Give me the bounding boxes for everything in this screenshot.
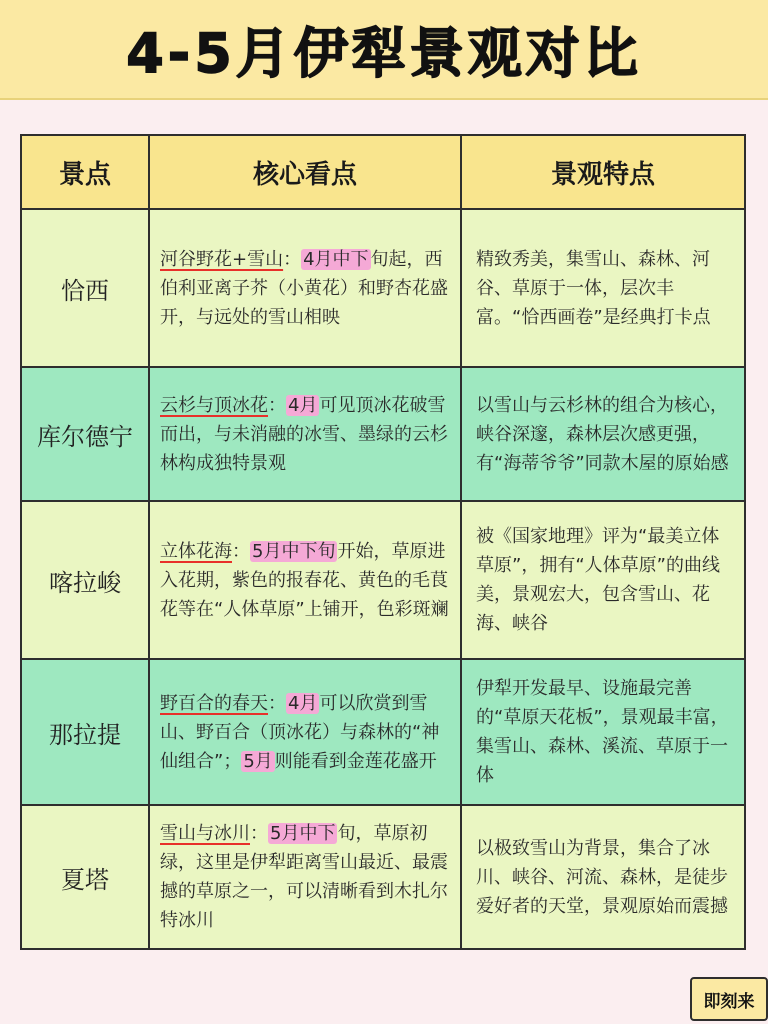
spot-name: 库尔德宁 [21, 367, 149, 501]
spot-highlights [149, 209, 461, 367]
separator: ： [232, 540, 250, 562]
spot-name: 恰西 [21, 209, 149, 367]
highlight-text: 可见顶冰花破雪而出，与未消融的冰雪、墨绿的云杉林构成独特景观 [160, 394, 448, 474]
highlight-title: 野百合的春天 [160, 692, 268, 714]
spot-feature: 被《国家地理》评为“最美立体草原”，拥有“人体草原”的曲线美，景观宏大，包含雪山、花海、峡谷 [461, 501, 745, 659]
spot-highlights [149, 367, 461, 501]
table-row [21, 659, 745, 805]
highlight-text: 可以欣赏到雪山、野百合（顶冰花）与森林的“神仙组合”； [160, 692, 440, 772]
spot-name: 夏塔 [21, 805, 149, 949]
spot-name: 那拉提 [21, 659, 149, 805]
highlight-title: 立体花海 [160, 540, 232, 562]
highlight-title: 河谷野花+雪山 [160, 248, 284, 270]
spot-highlights [149, 501, 461, 659]
highlight-title: 雪山与冰川 [160, 823, 250, 844]
highlight-text: 则能看到金莲花盛开 [274, 750, 437, 772]
highlight-title: 云杉与顶冰花 [160, 394, 268, 416]
spot-feature: 以极致雪山为背景，集合了冰川、峡谷、河流、森林，是徒步爱好者的天堂，景观原始而震撼 [461, 805, 745, 949]
time-badge: 5月中下旬 [252, 540, 336, 562]
spot-feature: 以雪山与云杉林的组合为核心，峡谷深邃，森林层次感更强，有“海蒂爷爷”同款木屋的原始感 [461, 367, 745, 501]
header-spot: 景点 [21, 135, 149, 209]
time-badge: 4月 [288, 394, 318, 416]
spot-highlights [149, 805, 461, 949]
spot-name: 喀拉峻 [21, 501, 149, 659]
time-badge: 5月 [243, 750, 273, 772]
header-features: 景观特点 [461, 135, 745, 209]
highlight-text: 旬起，西伯利亚离子芥（小黄花）和野杏花盛开，与远处的雪山相映 [160, 248, 448, 328]
highlight-text: 开始，草原进入花期，紫色的报春花、黄色的毛茛花等在“人体草原”上铺开，色彩斑斓 [160, 540, 449, 620]
table-row [21, 805, 745, 949]
time-badge: 4月 [288, 692, 318, 714]
spot-feature: 伊犁开发最早、设施最完善的“草原天花板”，景观最丰富，集雪山、森林、溪流、草原于一体 [461, 659, 745, 805]
separator: ： [268, 394, 286, 416]
separator: ： [250, 823, 268, 844]
spot-feature: 精致秀美，集雪山、森林、河谷、草原于一体，层次丰富。“恰西画卷”是经典打卡点 [461, 209, 745, 367]
separator: ： [268, 692, 286, 714]
corner-stamp: 即刻来 [690, 977, 768, 1021]
time-badge: 5月中下 [270, 823, 336, 844]
comparison-table [20, 134, 746, 950]
page-title: 4-5月伊犁景观对比 [126, 21, 642, 85]
table-row [21, 501, 745, 659]
title-bar [0, 0, 768, 100]
time-badge: 4月中下 [303, 248, 369, 270]
table-row [21, 367, 745, 501]
header-highlights: 核心看点 [149, 135, 461, 209]
table-header-row [21, 135, 745, 209]
separator: ： [283, 248, 302, 270]
table-row [21, 209, 745, 367]
highlight-text: 旬，草原初绿，这里是伊犁距离雪山最近、最震撼的草原之一，可以清晰看到木扎尔特冰川 [160, 823, 448, 931]
spot-highlights [149, 659, 461, 805]
